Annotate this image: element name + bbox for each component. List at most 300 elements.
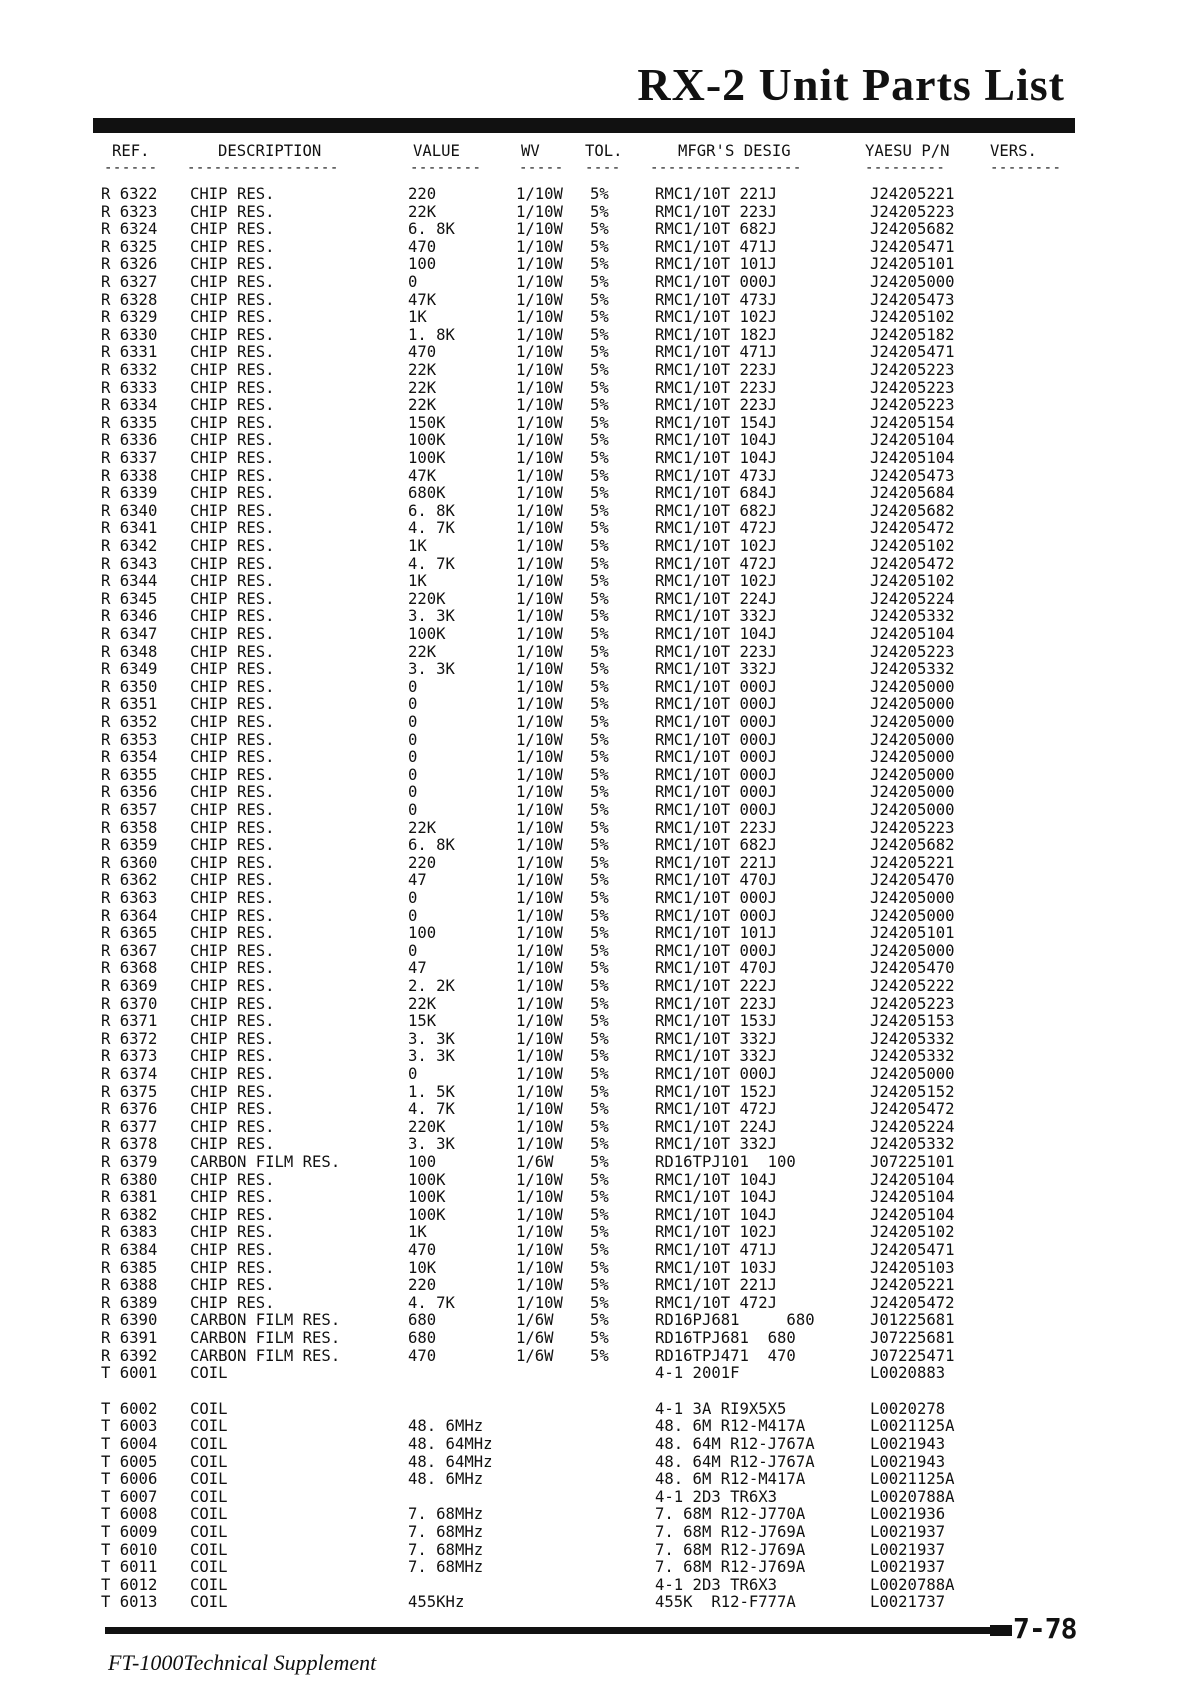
table-row bbox=[0, 1048, 1190, 1065]
yaesu-pn-cell: J24205472 bbox=[870, 519, 955, 538]
description-cell: CARBON FILM RES. bbox=[190, 1311, 341, 1330]
ref-cell: R 6356 bbox=[101, 783, 158, 802]
value-cell: 470 bbox=[408, 1346, 437, 1365]
wv-cell: 1/10W bbox=[516, 343, 563, 362]
tol-cell: 5% bbox=[590, 924, 609, 943]
tol-cell: 5% bbox=[590, 1311, 609, 1330]
dash-tol: ---- bbox=[585, 160, 621, 176]
mfgr-desig-cell: 48. 6M R12-M417A bbox=[655, 1417, 806, 1436]
wv-cell: 1/10W bbox=[516, 308, 563, 327]
description-cell: COIL bbox=[190, 1540, 228, 1559]
ref-cell: R 6340 bbox=[101, 501, 158, 520]
tol-cell: 5% bbox=[590, 765, 609, 784]
value-cell: 0 bbox=[408, 748, 418, 767]
tol-cell: 5% bbox=[590, 1258, 609, 1277]
ref-cell: R 6365 bbox=[101, 924, 158, 943]
yaesu-pn-cell: J24205000 bbox=[870, 695, 955, 714]
yaesu-pn-cell: J24205472 bbox=[870, 1293, 955, 1312]
tol-cell: 5% bbox=[590, 1188, 609, 1207]
ref-cell: T 6006 bbox=[101, 1470, 158, 1489]
header-rule bbox=[93, 118, 1075, 133]
mfgr-desig-cell: RMC1/10T 000J bbox=[655, 273, 778, 291]
description-cell: CHIP RES. bbox=[190, 343, 275, 362]
yaesu-pn-cell: J24205104 bbox=[870, 449, 955, 467]
wv-cell: 1/10W bbox=[516, 589, 563, 608]
description-cell: CHIP RES. bbox=[190, 1205, 275, 1224]
mfgr-desig-cell: RMC1/10T 153J bbox=[655, 1012, 778, 1031]
table-row bbox=[0, 802, 1190, 819]
table-row bbox=[0, 608, 1190, 625]
value-cell: 100 bbox=[408, 1153, 437, 1171]
tol-cell: 5% bbox=[590, 994, 609, 1013]
value-cell: 0 bbox=[408, 801, 418, 819]
wv-cell: 1/10W bbox=[516, 484, 563, 503]
description-cell: CHIP RES. bbox=[190, 783, 275, 802]
value-cell: 22K bbox=[408, 818, 437, 837]
description-cell: CHIP RES. bbox=[190, 607, 275, 626]
description-cell: CHIP RES. bbox=[190, 237, 275, 256]
yaesu-pn-cell: L0021125A bbox=[870, 1417, 955, 1436]
mfgr-desig-cell: RMC1/10T 104J bbox=[655, 1205, 778, 1224]
value-cell: 7. 68MHz bbox=[408, 1540, 484, 1559]
ref-cell: R 6336 bbox=[101, 431, 158, 450]
ref-cell: R 6379 bbox=[101, 1153, 158, 1171]
description-cell: CHIP RES. bbox=[190, 589, 275, 608]
value-cell: 6. 8K bbox=[408, 836, 455, 855]
mfgr-desig-cell: RMC1/10T 682J bbox=[655, 836, 778, 855]
yaesu-pn-cell: L0021737 bbox=[870, 1593, 946, 1612]
table-row bbox=[0, 837, 1190, 854]
wv-cell: 1/10W bbox=[516, 290, 563, 309]
ref-cell: R 6369 bbox=[101, 977, 158, 995]
yaesu-pn-cell: J24205104 bbox=[870, 625, 955, 643]
tol-cell: 5% bbox=[590, 642, 609, 661]
yaesu-pn-cell: J24205472 bbox=[870, 1100, 955, 1119]
wv-cell: 1/10W bbox=[516, 748, 563, 767]
tol-cell: 5% bbox=[590, 466, 609, 485]
dash-vers: -------- bbox=[990, 160, 1062, 176]
mfgr-desig-cell: RMC1/10T 332J bbox=[655, 1029, 778, 1048]
wv-cell: 1/10W bbox=[516, 941, 563, 960]
value-cell: 7. 68MHz bbox=[408, 1523, 484, 1541]
value-cell: 680 bbox=[408, 1311, 437, 1330]
mfgr-desig-cell: RMC1/10T 000J bbox=[655, 695, 778, 714]
yaesu-pn-cell: J24205000 bbox=[870, 677, 955, 696]
mfgr-desig-cell: RMC1/10T 221J bbox=[655, 853, 778, 872]
wv-cell: 1/10W bbox=[516, 1117, 563, 1136]
mfgr-desig-cell: RMC1/10T 102J bbox=[655, 308, 778, 327]
table-row bbox=[0, 397, 1190, 414]
mfgr-desig-cell: RMC1/10T 102J bbox=[655, 537, 778, 555]
description-cell: CHIP RES. bbox=[190, 1188, 275, 1207]
ref-cell: R 6328 bbox=[101, 290, 158, 309]
yaesu-pn-cell: J24205472 bbox=[870, 554, 955, 573]
table-row bbox=[0, 925, 1190, 942]
table-row bbox=[0, 644, 1190, 661]
wv-cell: 1/10W bbox=[516, 273, 563, 291]
table-row bbox=[0, 520, 1190, 537]
mfgr-desig-cell: RMC1/10T 104J bbox=[655, 449, 778, 467]
table-row bbox=[0, 696, 1190, 713]
mfgr-desig-cell: 7. 68M R12-J769A bbox=[655, 1558, 806, 1577]
mfgr-desig-cell: RMC1/10T 223J bbox=[655, 396, 778, 415]
mfgr-desig-cell: RMC1/10T 221J bbox=[655, 1276, 778, 1295]
mfgr-desig-cell: RMC1/10T 332J bbox=[655, 1135, 778, 1154]
value-cell: 100 bbox=[408, 924, 437, 943]
mfgr-desig-cell: 455K R12-F777A bbox=[655, 1593, 796, 1612]
wv-cell: 1/10W bbox=[516, 607, 563, 626]
mfgr-desig-cell: 4-1 2D3 TR6X3 bbox=[655, 1487, 778, 1506]
value-cell: 0 bbox=[408, 941, 418, 960]
yaesu-pn-cell: J24205154 bbox=[870, 413, 955, 432]
table-row bbox=[0, 820, 1190, 837]
mfgr-desig-cell: RMC1/10T 000J bbox=[655, 713, 778, 731]
value-cell: 220K bbox=[408, 1117, 446, 1136]
description-cell: CHIP RES. bbox=[190, 1082, 275, 1101]
description-cell: CHIP RES. bbox=[190, 220, 275, 239]
ref-cell: R 6346 bbox=[101, 607, 158, 626]
wv-cell: 1/10W bbox=[516, 185, 563, 203]
yaesu-pn-cell: J24205471 bbox=[870, 1241, 955, 1259]
yaesu-pn-cell: J24205104 bbox=[870, 1170, 955, 1189]
tol-cell: 5% bbox=[590, 1135, 609, 1154]
ref-cell: T 6010 bbox=[101, 1540, 158, 1559]
footer-rule-tip bbox=[990, 1625, 1012, 1636]
tol-cell: 5% bbox=[590, 185, 609, 203]
wv-cell: 1/10W bbox=[516, 466, 563, 485]
mfgr-desig-cell: RMC1/10T 471J bbox=[655, 343, 778, 362]
tol-cell: 5% bbox=[590, 237, 609, 256]
wv-cell: 1/10W bbox=[516, 1170, 563, 1189]
description-cell: COIL bbox=[190, 1487, 228, 1506]
description-cell: CHIP RES. bbox=[190, 1276, 275, 1295]
description-cell: CHIP RES. bbox=[190, 871, 275, 890]
yaesu-pn-cell: L0020788A bbox=[870, 1487, 955, 1506]
ref-cell: R 6351 bbox=[101, 695, 158, 714]
ref-cell: T 6008 bbox=[101, 1505, 158, 1524]
value-cell: 220K bbox=[408, 589, 446, 608]
wv-cell: 1/10W bbox=[516, 361, 563, 379]
wv-cell: 1/10W bbox=[516, 1065, 563, 1083]
tol-cell: 5% bbox=[590, 273, 609, 291]
table-row bbox=[0, 274, 1190, 291]
value-cell: 0 bbox=[408, 906, 418, 925]
tol-cell: 5% bbox=[590, 783, 609, 802]
value-cell: 100K bbox=[408, 1170, 446, 1189]
yaesu-pn-cell: J24205101 bbox=[870, 255, 955, 274]
yaesu-pn-cell: J24205102 bbox=[870, 308, 955, 327]
yaesu-pn-cell: J24205000 bbox=[870, 1065, 955, 1083]
table-row bbox=[0, 1489, 1190, 1506]
tol-cell: 5% bbox=[590, 836, 609, 855]
ref-cell: R 6333 bbox=[101, 378, 158, 397]
yaesu-pn-cell: J24205182 bbox=[870, 325, 955, 344]
yaesu-pn-cell: L0020278 bbox=[870, 1399, 946, 1418]
description-cell: CHIP RES. bbox=[190, 431, 275, 450]
value-cell: 100K bbox=[408, 431, 446, 450]
value-cell: 7. 68MHz bbox=[408, 1558, 484, 1577]
value-cell: 48. 64MHz bbox=[408, 1452, 493, 1471]
mfgr-desig-cell: RMC1/10T 000J bbox=[655, 941, 778, 960]
ref-cell: T 6011 bbox=[101, 1558, 158, 1577]
table-row bbox=[0, 890, 1190, 907]
ref-cell: T 6004 bbox=[101, 1435, 158, 1453]
ref-cell: R 6341 bbox=[101, 519, 158, 538]
wv-cell: 1/10W bbox=[516, 1188, 563, 1207]
value-cell: 0 bbox=[408, 765, 418, 784]
description-cell: CHIP RES. bbox=[190, 695, 275, 714]
ref-cell: R 6375 bbox=[101, 1082, 158, 1101]
yaesu-pn-cell: J07225681 bbox=[870, 1329, 955, 1347]
description-cell: COIL bbox=[190, 1417, 228, 1436]
description-cell: COIL bbox=[190, 1364, 228, 1383]
description-cell: CHIP RES. bbox=[190, 202, 275, 221]
table-row bbox=[0, 943, 1190, 960]
value-cell: 0 bbox=[408, 695, 418, 714]
table-row bbox=[0, 1330, 1190, 1347]
description-cell: CHIP RES. bbox=[190, 625, 275, 643]
ref-cell: R 6373 bbox=[101, 1047, 158, 1066]
mfgr-desig-cell: RMC1/10T 101J bbox=[655, 255, 778, 274]
mfgr-desig-cell: RMC1/10T 224J bbox=[655, 1117, 778, 1136]
yaesu-pn-cell: J24205000 bbox=[870, 713, 955, 731]
value-cell: 22K bbox=[408, 202, 437, 221]
description-cell: CARBON FILM RES. bbox=[190, 1153, 341, 1171]
mfgr-desig-cell: RMC1/10T 332J bbox=[655, 1047, 778, 1066]
description-cell: CHIP RES. bbox=[190, 941, 275, 960]
tol-cell: 5% bbox=[590, 906, 609, 925]
description-cell: CHIP RES. bbox=[190, 801, 275, 819]
mfgr-desig-cell: RMC1/10T 103J bbox=[655, 1258, 778, 1277]
wv-cell: 1/10W bbox=[516, 1258, 563, 1277]
tol-cell: 5% bbox=[590, 801, 609, 819]
description-cell: CHIP RES. bbox=[190, 977, 275, 995]
ref-cell: R 6331 bbox=[101, 343, 158, 362]
yaesu-pn-cell: J24205153 bbox=[870, 1012, 955, 1031]
table-row bbox=[0, 996, 1190, 1013]
mfgr-desig-cell: 7. 68M R12-J769A bbox=[655, 1523, 806, 1541]
tol-cell: 5% bbox=[590, 625, 609, 643]
wv-cell: 1/10W bbox=[516, 713, 563, 731]
footer-rule bbox=[105, 1627, 1005, 1634]
description-cell: CHIP RES. bbox=[190, 501, 275, 520]
value-cell: 22K bbox=[408, 396, 437, 415]
table-row bbox=[0, 960, 1190, 977]
ref-cell: R 6339 bbox=[101, 484, 158, 503]
tol-cell: 5% bbox=[590, 1012, 609, 1031]
tol-cell: 5% bbox=[590, 501, 609, 520]
wv-cell: 1/10W bbox=[516, 818, 563, 837]
description-cell: CHIP RES. bbox=[190, 413, 275, 432]
wv-cell: 1/10W bbox=[516, 554, 563, 573]
wv-cell: 1/10W bbox=[516, 1135, 563, 1154]
ref-cell: R 6391 bbox=[101, 1329, 158, 1347]
ref-cell: R 6322 bbox=[101, 185, 158, 203]
mfgr-desig-cell: 4-1 3A RI9X5X5 bbox=[655, 1399, 787, 1418]
col-vers-header: VERS. bbox=[990, 142, 1037, 160]
ref-cell: R 6338 bbox=[101, 466, 158, 485]
table-row bbox=[0, 309, 1190, 326]
yaesu-pn-cell: L0021937 bbox=[870, 1523, 946, 1541]
description-cell: CHIP RES. bbox=[190, 1135, 275, 1154]
dash-pn: --------- bbox=[865, 160, 946, 176]
table-row bbox=[0, 415, 1190, 432]
description-cell: CHIP RES. bbox=[190, 889, 275, 907]
mfgr-desig-cell: RMC1/10T 223J bbox=[655, 994, 778, 1013]
table-row bbox=[0, 204, 1190, 221]
description-cell: CHIP RES. bbox=[190, 730, 275, 749]
yaesu-pn-cell: J24205223 bbox=[870, 202, 955, 221]
description-cell: CHIP RES. bbox=[190, 1029, 275, 1048]
yaesu-pn-cell: J01225681 bbox=[870, 1311, 955, 1330]
yaesu-pn-cell: J24205104 bbox=[870, 431, 955, 450]
tol-cell: 5% bbox=[590, 1329, 609, 1347]
description-cell: CHIP RES. bbox=[190, 642, 275, 661]
mfgr-desig-cell: RMC1/10T 000J bbox=[655, 801, 778, 819]
wv-cell: 1/10W bbox=[516, 1223, 563, 1242]
ref-cell: R 6352 bbox=[101, 713, 158, 731]
description-cell: CHIP RES. bbox=[190, 765, 275, 784]
ref-cell: R 6380 bbox=[101, 1170, 158, 1189]
description-cell: CHIP RES. bbox=[190, 466, 275, 485]
yaesu-pn-cell: J24205000 bbox=[870, 765, 955, 784]
description-cell: CHIP RES. bbox=[190, 1293, 275, 1312]
description-cell: CHIP RES. bbox=[190, 677, 275, 696]
value-cell: 1K bbox=[408, 1223, 427, 1242]
wv-cell: 1/10W bbox=[516, 255, 563, 274]
tol-cell: 5% bbox=[590, 660, 609, 679]
value-cell: 3. 3K bbox=[408, 1047, 455, 1066]
dash-description: ----------------- bbox=[187, 160, 339, 176]
wv-cell: 1/10W bbox=[516, 660, 563, 679]
description-cell: CHIP RES. bbox=[190, 519, 275, 538]
mfgr-desig-cell: RMC1/10T 104J bbox=[655, 431, 778, 450]
mfgr-desig-cell: RMC1/10T 000J bbox=[655, 677, 778, 696]
description-cell: CHIP RES. bbox=[190, 572, 275, 591]
table-row bbox=[0, 1454, 1190, 1471]
description-cell: CHIP RES. bbox=[190, 959, 275, 978]
table-row bbox=[0, 767, 1190, 784]
wv-cell: 1/10W bbox=[516, 449, 563, 467]
mfgr-desig-cell: 7. 68M R12-J769A bbox=[655, 1540, 806, 1559]
value-cell: 22K bbox=[408, 361, 437, 379]
tol-cell: 5% bbox=[590, 484, 609, 503]
description-cell: COIL bbox=[190, 1575, 228, 1594]
wv-cell: 1/10W bbox=[516, 237, 563, 256]
value-cell: 3. 3K bbox=[408, 1135, 455, 1154]
table-row bbox=[0, 1348, 1190, 1365]
ref-cell: R 6384 bbox=[101, 1241, 158, 1259]
table-row bbox=[0, 978, 1190, 995]
mfgr-desig-cell: RMC1/10T 000J bbox=[655, 889, 778, 907]
wv-cell: 1/10W bbox=[516, 765, 563, 784]
description-cell: CHIP RES. bbox=[190, 554, 275, 573]
description-cell: COIL bbox=[190, 1435, 228, 1453]
tol-cell: 5% bbox=[590, 607, 609, 626]
description-cell: CHIP RES. bbox=[190, 1117, 275, 1136]
wv-cell: 1/10W bbox=[516, 924, 563, 943]
mfgr-desig-cell: RMC1/10T 332J bbox=[655, 607, 778, 626]
ref-cell: T 6002 bbox=[101, 1399, 158, 1418]
ref-cell: R 6344 bbox=[101, 572, 158, 591]
table-row bbox=[0, 256, 1190, 273]
value-cell: 4. 7K bbox=[408, 1100, 455, 1119]
mfgr-desig-cell: RMC1/10T 472J bbox=[655, 1293, 778, 1312]
mfgr-desig-cell: RMC1/10T 682J bbox=[655, 220, 778, 239]
description-cell: CHIP RES. bbox=[190, 1065, 275, 1083]
wv-cell: 1/10W bbox=[516, 1047, 563, 1066]
table-row bbox=[0, 1506, 1190, 1523]
table-row bbox=[0, 661, 1190, 678]
wv-cell: 1/10W bbox=[516, 396, 563, 415]
mfgr-desig-cell: RMC1/10T 332J bbox=[655, 660, 778, 679]
ref-cell: R 6378 bbox=[101, 1135, 158, 1154]
col-wv-header: WV bbox=[521, 142, 540, 160]
mfgr-desig-cell: 4-1 2001F bbox=[655, 1364, 740, 1383]
wv-cell: 1/10W bbox=[516, 1205, 563, 1224]
ref-cell: R 6362 bbox=[101, 871, 158, 890]
ref-cell: R 6392 bbox=[101, 1346, 158, 1365]
description-cell: CHIP RES. bbox=[190, 853, 275, 872]
ref-cell: R 6335 bbox=[101, 413, 158, 432]
table-row bbox=[0, 1418, 1190, 1435]
tol-cell: 5% bbox=[590, 431, 609, 450]
yaesu-pn-cell: J07225471 bbox=[870, 1346, 955, 1365]
table-row bbox=[0, 362, 1190, 379]
value-cell: 4. 7K bbox=[408, 554, 455, 573]
wv-cell: 1/10W bbox=[516, 537, 563, 555]
table-row bbox=[0, 468, 1190, 485]
tol-cell: 5% bbox=[590, 1153, 609, 1171]
table-row bbox=[0, 556, 1190, 573]
value-cell: 220 bbox=[408, 853, 437, 872]
description-cell: CHIP RES. bbox=[190, 924, 275, 943]
ref-cell: R 6348 bbox=[101, 642, 158, 661]
mfgr-desig-cell: RMC1/10T 000J bbox=[655, 783, 778, 802]
mfgr-desig-cell: RMC1/10T 223J bbox=[655, 361, 778, 379]
yaesu-pn-cell: J24205000 bbox=[870, 801, 955, 819]
ref-cell: R 6374 bbox=[101, 1065, 158, 1083]
mfgr-desig-cell: RMC1/10T 224J bbox=[655, 589, 778, 608]
mfgr-desig-cell: RMC1/10T 101J bbox=[655, 924, 778, 943]
description-cell: CHIP RES. bbox=[190, 713, 275, 731]
table-row bbox=[0, 1172, 1190, 1189]
description-cell: CHIP RES. bbox=[190, 818, 275, 837]
mfgr-desig-cell: RMC1/10T 221J bbox=[655, 185, 778, 203]
tol-cell: 5% bbox=[590, 1117, 609, 1136]
mfgr-desig-cell: RMC1/10T 154J bbox=[655, 413, 778, 432]
yaesu-pn-cell: J24205102 bbox=[870, 537, 955, 555]
tol-cell: 5% bbox=[590, 695, 609, 714]
tol-cell: 5% bbox=[590, 537, 609, 555]
mfgr-desig-cell: RMC1/10T 471J bbox=[655, 1241, 778, 1259]
value-cell: 1. 5K bbox=[408, 1082, 455, 1101]
value-cell: 0 bbox=[408, 783, 418, 802]
value-cell: 1K bbox=[408, 308, 427, 327]
yaesu-pn-cell: J24205682 bbox=[870, 220, 955, 239]
value-cell: 0 bbox=[408, 889, 418, 907]
dash-wv: ----- bbox=[519, 160, 564, 176]
mfgr-desig-cell: RMC1/10T 104J bbox=[655, 625, 778, 643]
ref-cell: R 6388 bbox=[101, 1276, 158, 1295]
wv-cell: 1/10W bbox=[516, 1082, 563, 1101]
value-cell: 47K bbox=[408, 290, 437, 309]
wv-cell: 1/10W bbox=[516, 1293, 563, 1312]
table-row bbox=[0, 380, 1190, 397]
table-row bbox=[0, 784, 1190, 801]
yaesu-pn-cell: J24205102 bbox=[870, 1223, 955, 1242]
wv-cell: 1/10W bbox=[516, 378, 563, 397]
